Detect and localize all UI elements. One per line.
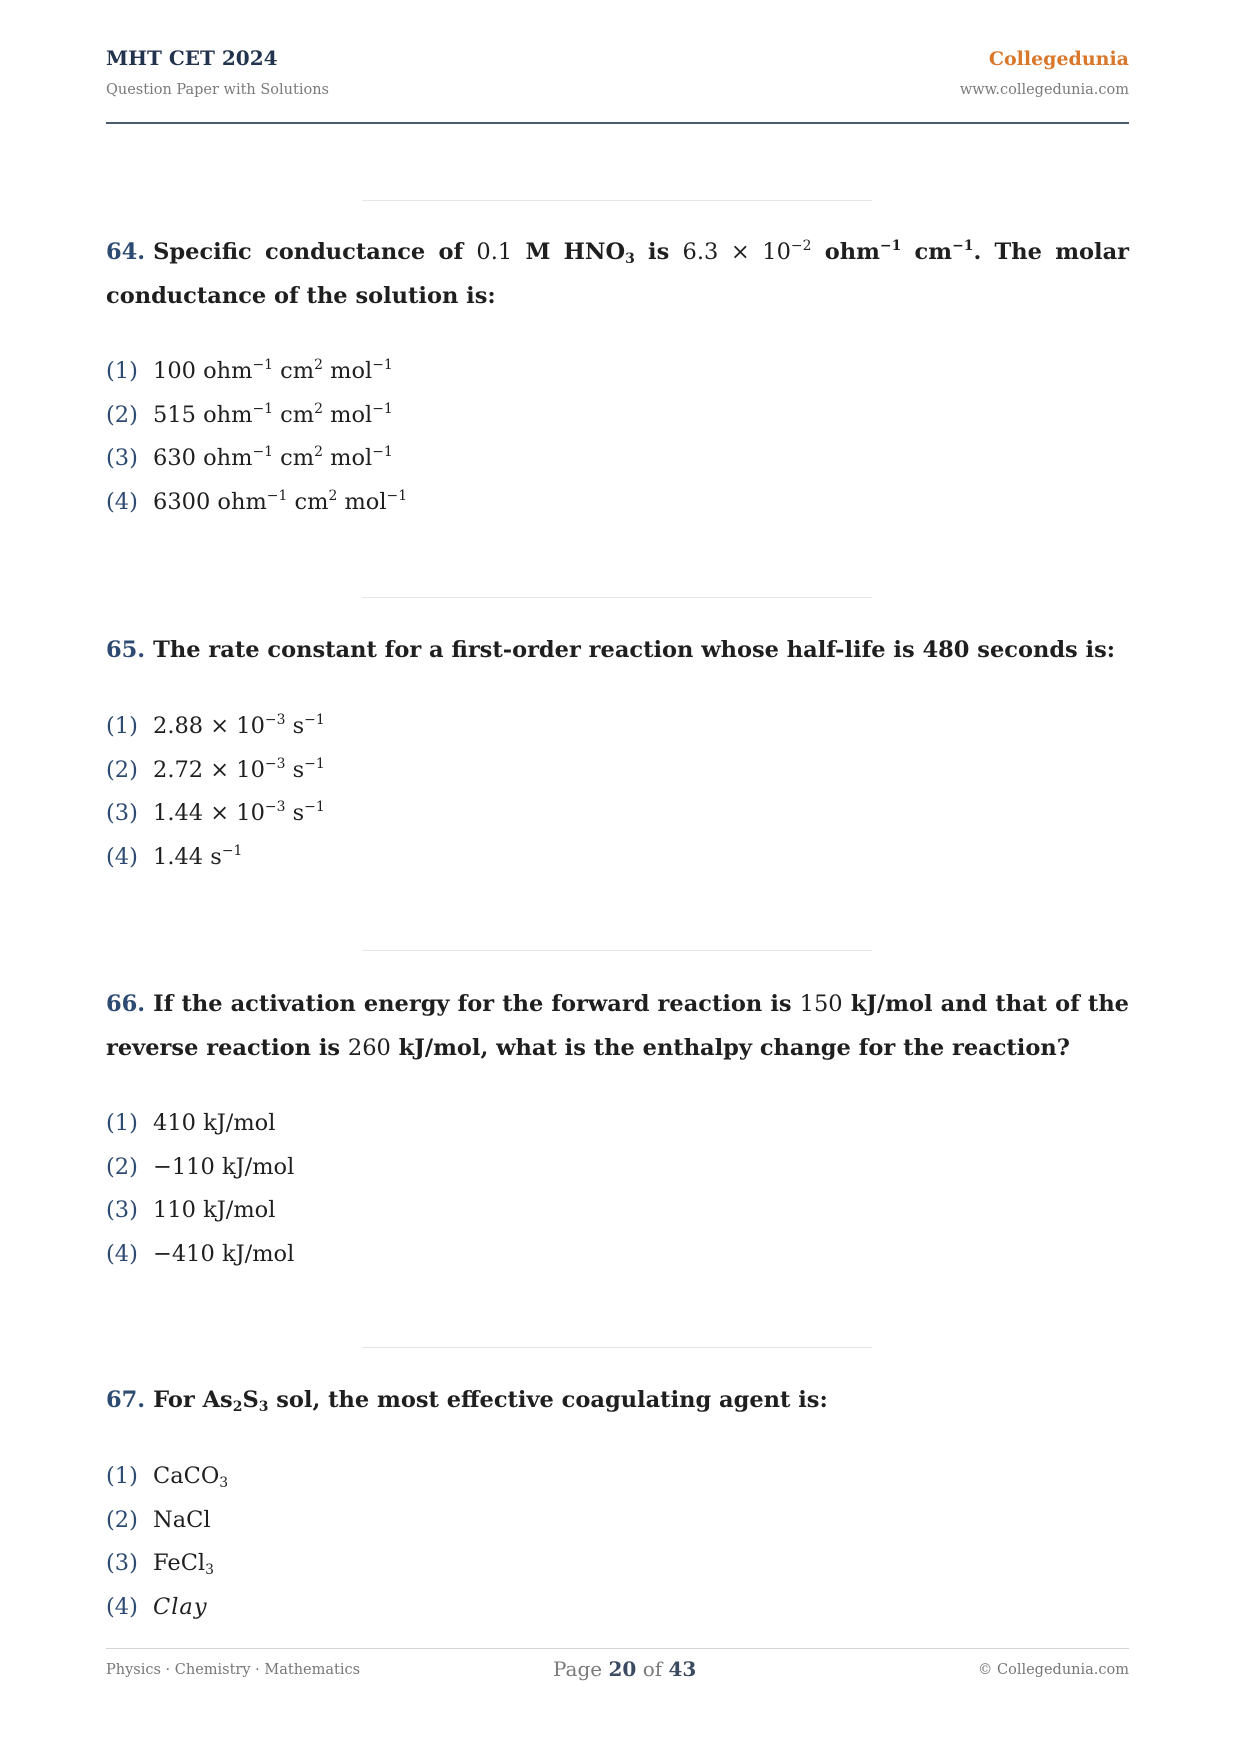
- question-divider: [362, 200, 872, 201]
- option[interactable]: (2) 515 ohm$^{-1}$ $cm^2$ mol$^{-1}$: [106, 394, 407, 438]
- question-divider: [362, 597, 872, 598]
- question-65: [106, 628, 1129, 672]
- page-total: 43: [668, 1657, 697, 1681]
- option[interactable]: (3) 110 kJ/mol: [106, 1189, 294, 1233]
- question-67: 67. For $As_2S_3$ sol, the most effective coagulating agent is:: [106, 1387, 828, 1416]
- option[interactable]: (1) 410 kJ/mol: [106, 1102, 294, 1146]
- page-indicator: [553, 1657, 696, 1681]
- option-value: 100: [153, 358, 196, 384]
- option-label: (4): [106, 843, 138, 870]
- option-label: (3): [106, 1197, 138, 1223]
- option[interactable]: (3) $1.44 \times 10^{-3}$ $s^{-1}$: [106, 792, 325, 836]
- option-value: 630: [153, 445, 196, 471]
- option[interactable]: (1) $2.88 \times 10^{-3}$ $s^{-1}$: [106, 705, 325, 749]
- page-current: 20: [608, 1657, 637, 1681]
- question-text: The rate constant for a first-order reaction whose half-life is 480 seconds is:: [153, 637, 1116, 663]
- option-value: 2.72: [153, 756, 204, 783]
- brand-url[interactable]: www.collegedunia.com: [959, 82, 1129, 98]
- footer-copyright: © Collegedunia.com: [977, 1662, 1129, 1678]
- footer-rule: [106, 1648, 1129, 1649]
- option-label: (4): [106, 1593, 138, 1620]
- option[interactable]: [106, 1586, 228, 1630]
- option[interactable]: [106, 1499, 228, 1543]
- option-label: (1): [106, 713, 138, 739]
- option-value: Clay: [153, 1593, 208, 1620]
- question-number: 64.: [106, 239, 146, 265]
- option-value: 110: [153, 1197, 196, 1223]
- option-value: 2.88: [153, 713, 204, 739]
- option-label: (3): [106, 1550, 138, 1576]
- option-label: (1): [106, 358, 138, 384]
- question-number: 65.: [106, 637, 146, 663]
- options-67: [106, 1455, 228, 1629]
- option[interactable]: (4) 6300 ohm$^{-1}$ $cm^2$ mol$^{-1}$: [106, 481, 407, 525]
- question-66: 66. If the activation energy for the forward reaction is 150 kJ/mol and that of the reverse reaction is 260 kJ/mol, what is the enthalpy change for the reaction?: [106, 991, 1129, 1061]
- option-label: (2): [106, 1153, 138, 1180]
- option-value: 6300: [153, 488, 211, 515]
- option-label: (3): [106, 445, 138, 471]
- header-rule: [106, 122, 1129, 124]
- options-64: [106, 350, 407, 524]
- brand-name: Collegedunia: [988, 48, 1129, 70]
- option-label: (4): [106, 488, 138, 515]
- option-label: (2): [106, 756, 138, 783]
- question-divider: [362, 950, 872, 951]
- options-66: [106, 1102, 294, 1276]
- option-value: −410: [153, 1240, 215, 1267]
- page-word: Page: [553, 1657, 603, 1681]
- option-label: (1): [106, 1463, 138, 1489]
- option-value: −110: [153, 1153, 215, 1180]
- question-64: 64. Specific conductance of 0.1 M $HNO_3$ is $6.3 \times 10^{-2}$ ohm$^{-1}$ $cm^{-1}$. The molar conductance of the solution is:: [106, 237, 1130, 309]
- option-label: (2): [106, 1506, 138, 1533]
- question-number: 66.: [106, 991, 146, 1017]
- option-label: (1): [106, 1110, 138, 1136]
- options-65: [106, 705, 325, 879]
- option[interactable]: (1) CaCO$_3$: [106, 1455, 228, 1499]
- exam-title: MHT CET 2024: [106, 46, 278, 70]
- option[interactable]: (4) −410 kJ/mol: [106, 1233, 294, 1277]
- option-value: 1.44: [153, 800, 204, 826]
- option-value: 515: [153, 401, 196, 428]
- question-number: 67.: [106, 1387, 146, 1413]
- option-value: NaCl: [153, 1506, 211, 1533]
- option[interactable]: (3) FeCl$_3$: [106, 1542, 228, 1586]
- option-label: (3): [106, 800, 138, 826]
- option[interactable]: (4) 1.44 $s^{-1}$: [106, 836, 325, 880]
- option[interactable]: (3) 630 ohm$^{-1}$ $cm^2$ mol$^{-1}$: [106, 437, 407, 481]
- option-label: (4): [106, 1240, 138, 1267]
- page-of: of: [642, 1657, 663, 1681]
- option-value: 410: [153, 1110, 196, 1136]
- option[interactable]: (2) $2.72 \times 10^{-3}$ $s^{-1}$: [106, 749, 325, 793]
- option[interactable]: (1) 100 ohm$^{-1}$ $cm^2$ mol$^{-1}$: [106, 350, 407, 394]
- exam-subtitle: Question Paper with Solutions: [106, 82, 329, 98]
- option-value: 1.44: [153, 843, 204, 870]
- footer-subjects: Physics · Chemistry · Mathematics: [106, 1662, 361, 1678]
- question-divider: [362, 1347, 872, 1348]
- option-label: (2): [106, 401, 138, 428]
- option[interactable]: (2) −110 kJ/mol: [106, 1146, 294, 1190]
